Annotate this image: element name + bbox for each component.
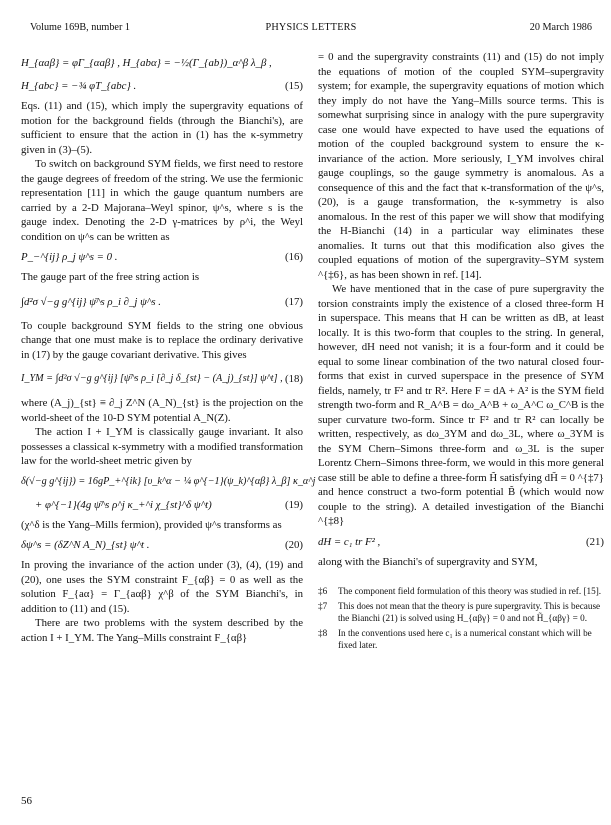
equation-number: (16) xyxy=(285,251,303,263)
equation-body: ∫d²σ √−g g^{ij} ψ̄^s ρ_i ∂_j ψ^s . xyxy=(21,295,161,308)
paragraph: There are two problems with the system described by the action I + I_YM. The Yang–Mills constraint F_{αβ} xyxy=(21,617,303,644)
equation-body: δ(√−g g^{ij}) = 16gP_+^{ik} [υ_k^α − ¼ φ^{−1}(ψ_k)^{αβ} λ_β] κ_α^j xyxy=(21,475,316,487)
equation-number: (19) xyxy=(285,498,303,511)
footnote-marker: ‡8 xyxy=(318,628,328,638)
equation-body: H_{abc} = −¾ φT_{abc} . xyxy=(21,80,137,92)
footnote-marker: ‡7 xyxy=(318,601,328,611)
paragraph: We have mentioned that in the case of pure supergravity the torsion constraints imply the existence of a closed three-form H in superspace. This means that H can be written as dB, at least locally. It is this two-form that couples to the string. In general, however, dH need not vanish; it is a four-form and it could be equal to some linear combination of the two natural closed four-forms that exist in curved superspace in the presence of SYM fields, namely, tr F² and tr R². Here F = dA + A² is the SYM field strength two-form and R_A^B = dω_A^B + ω_A^C ω_C^B is the super curvature two-form. Since tr F² and tr R² can locally be written, respectively, as dω_3YM and dω_3L, where ω_3YM is the SYM Chern–Simons three-form and ω_3L is the super Lorentz Chern–Simons three-form, we would in this more general case still be able to define a three-form H̃ satisfying dH̃ = 0 ^{‡7} and hence construct a two-form potential B̃ (which would now couple to the string). A detailed investigation of the Bianchi ^{‡8} xyxy=(318,283,604,527)
volume-label: Volume 169B, number 1 xyxy=(30,22,130,33)
equation-20 xyxy=(21,535,303,555)
paragraph: (χ^δ is the Yang–Mills fermion), provided ψ^s transforms as xyxy=(21,518,282,531)
equation-number: (17) xyxy=(285,295,303,308)
equation-number: (18) xyxy=(285,373,303,385)
equation-body: δψ^s = (δZ^N A_N)_{st} ψ^t . xyxy=(21,539,150,551)
equation-body: I_YM = ∫d²σ √−g g^{ij} [ψ̄^s ρ_i [∂_j δ_{st} − (A_j)_{st}] ψ^t] , xyxy=(21,373,283,384)
equation-body: dH = c₁ tr F² , xyxy=(318,535,381,548)
equation-19a xyxy=(21,472,316,492)
right-column xyxy=(318,50,604,654)
footnote-text: The component field formulation of this theory was studied in ref. [15]. xyxy=(338,586,602,596)
equation-body: P_−^{ij} ρ_j ψ^s = 0 . xyxy=(21,251,118,263)
equation-body: H_{αaβ} = φΓ_{αaβ} , H_{abα} = −½(Γ_{ab})_α^β λ_β , xyxy=(21,57,272,69)
footnote-text: In the conventions used here c₁ is a numerical constant which will be fixed later. xyxy=(338,628,592,650)
paragraph: Eqs. (11) and (15), which imply the supergravity equations of motion for the background fields (through the Bianchi's), are sufficient to ensure that the action in (1) has the κ-symmetry given in (3)–(5). xyxy=(21,100,303,156)
journal-name: PHYSICS LETTERS xyxy=(265,22,357,33)
left-column xyxy=(21,50,316,645)
paragraph: To switch on background SYM fields, we first need to restore the gauge degrees of freedom of the string. We use the fermionic representation [11] in which the gauge quantum numbers are carried by a 2-D Majorana–Weyl spinor, ψ^s, where s is the gauge index. Denoting the 2-D γ-matrices by ρ^i, the Weyl condition on ψ^s can be written as xyxy=(21,158,303,243)
equation-17 xyxy=(21,288,303,316)
footnote-7 xyxy=(318,600,604,624)
equation-19b xyxy=(21,495,303,515)
paragraph: In proving the invariance of the action under (3), (4), (19) and (20), one uses the SYM constraint F_{αβ} = 0 as well as the solution F_{aα} = Γ_{aαβ} χ^β of the SYM Bianchi's, in addition to (11) and (15). xyxy=(21,559,303,615)
equation-body: + φ^{−1}(4g ψ̄^s ρ^j κ_+^i χ_{st}^δ ψ^t) xyxy=(35,498,212,511)
equation-number: (21) xyxy=(586,535,604,548)
equation-18 xyxy=(21,365,303,393)
equation-number: (15) xyxy=(285,80,303,92)
equation-16 xyxy=(21,247,303,267)
equation-h-components xyxy=(21,53,303,73)
footnote-text: This does not mean that the theory is pure supergravity. This is because the Bianchi (21) is solved using H_{αβγ} = 0 and not H̃_{αβγ} = 0. xyxy=(338,601,601,623)
page-number: 56 xyxy=(21,795,32,807)
paragraph: where (A_j)_{st} ≡ ∂_j Z^N (A_N)_{st} is the projection on the world-sheet of the 10-D SYM potential A_N(Z). xyxy=(21,397,303,424)
paragraph: = 0 and the supergravity constraints (11) and (15) do not imply the equations of motion of the coupled SYM–supergravity system; for example, the supergravity equations of motion which they imply do not have the Yang–Mills source terms. This is somewhat surprising since in analogy with the pure supergravity case one would have expected to have used the equations of motion of the coupled background system to ensure the κ-invariance of the action. More seriously, I_YM involves chiral gauge couplings, so the gauge symmetry is anomalous. As a consequence of this and the fact that κ-transformation of the ψ^s, (20), is a gauge transformation, the κ-symmetry is also anomalous. In the rest of this paper we will show that modifying the H-Bianchi (14) in a particular way eliminates these anomalies. It turns out that this modification also gives the coupled equations of motion of the supergravity–SYM system ^{‡6}, as has been shown in ref. [14]. xyxy=(318,51,604,281)
equation-21 xyxy=(318,532,604,552)
paragraph: The gauge part of the free string action is xyxy=(21,271,200,283)
issue-date: 20 March 1986 xyxy=(529,22,592,33)
paragraph: along with the Bianchi's of supergravity and SYM, xyxy=(318,555,538,568)
equation-number: (20) xyxy=(285,539,303,551)
paragraph: The action I + I_YM is classically gauge invariant. It also possesses a classical κ-symmetry with a modified transformation law for the world-sheet metric given by xyxy=(21,426,303,467)
equation-15 xyxy=(21,76,303,96)
footnote-8 xyxy=(318,627,604,651)
footnotes xyxy=(318,585,604,651)
footnote-6 xyxy=(318,585,604,597)
footnote-marker: ‡6 xyxy=(318,586,328,596)
running-header xyxy=(30,22,592,36)
paragraph: To couple background SYM fields to the string one obvious change that one must make is to replace the ordinary derivative in (17) by the gauge covariant derivative. This gives xyxy=(21,319,303,361)
